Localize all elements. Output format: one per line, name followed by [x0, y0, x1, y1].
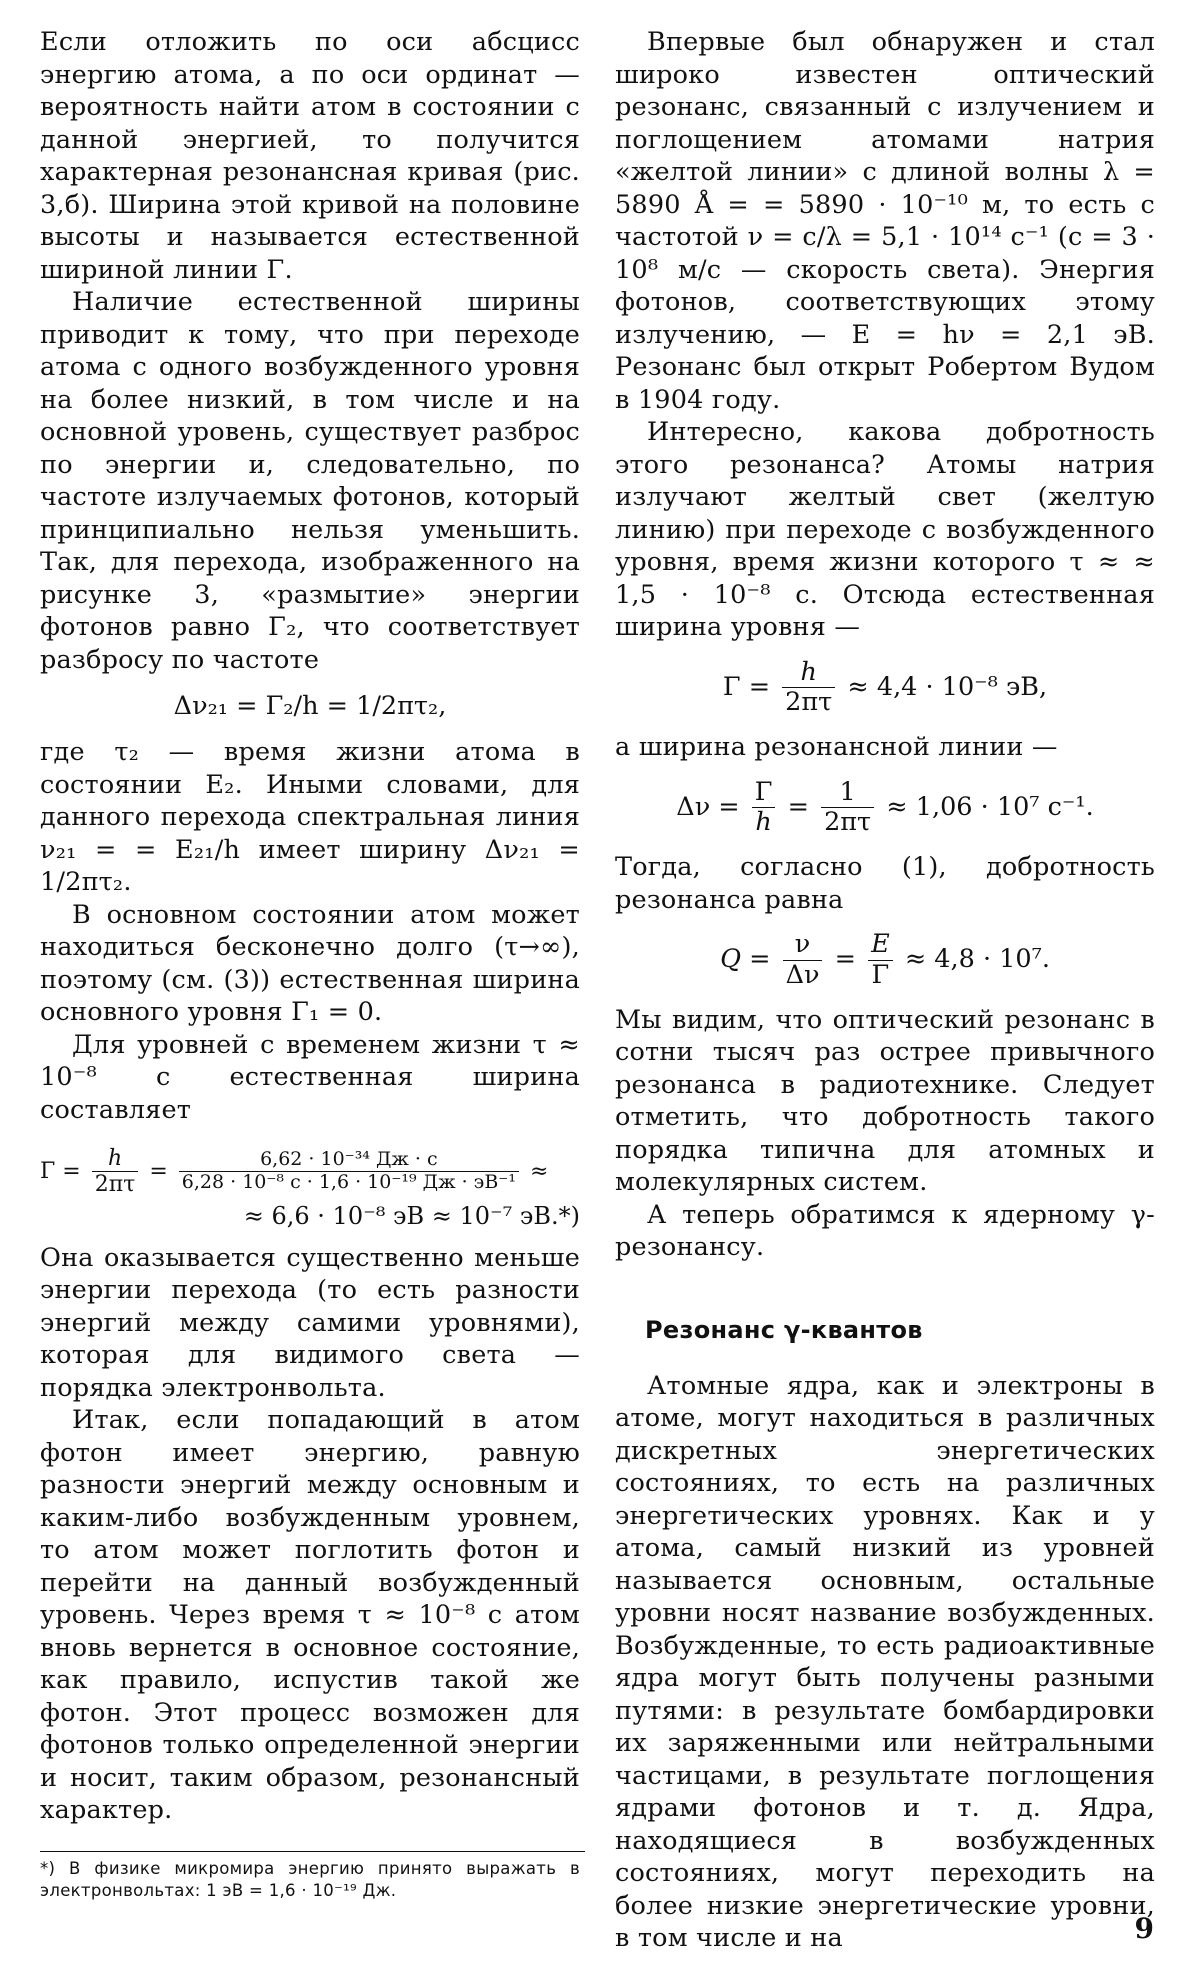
formula-level-width	[615, 658, 1155, 718]
denominator: Γ	[871, 959, 890, 990]
paragraph: В основном состоянии атом может находиться бесконечно долго (τ→∞), поэтому (см. (3)) естественная ширина основного уровня Γ₁ = 0.	[40, 899, 580, 1027]
paragraph: Итак, если попадающий в атом фотон имеет энергию, равную разности энергий между основным и каким-либо возбужденным уровнем, то атом может поглотить фотон и перейти на данный возбужденный уровень. Через время τ ≈ 10⁻⁸ с атом вновь вернется в основное состояние, как правило, испустив такой же фотон. Этот процесс возможен для фотонов только определенной энергии и носит, таким образом, резонансный характер.	[40, 1405, 580, 1826]
numerator: 6,62 · 10⁻³⁴ Дж · с	[179, 1149, 519, 1172]
paragraph: Тогда, согласно (1), добротность резонанса равна	[615, 852, 1155, 915]
fraction	[179, 1149, 519, 1194]
left-column	[40, 26, 580, 1902]
footnote: *) В физике микромира энергию принято выражать в электронвольтах: 1 эВ = 1,6 · 10⁻¹⁹ Дж.	[40, 1858, 580, 1900]
formula-line-width	[615, 778, 1155, 838]
formula-rhs: ≈ 4,4 · 10⁻⁸ эВ,	[847, 671, 1048, 702]
denominator: 2πτ	[824, 806, 872, 837]
fraction	[783, 930, 823, 990]
paragraph: где τ₂ — время жизни атома в состоянии E₂. Иными словами, для данного перехода спектральная линия ν₂₁ = = E₂₁/h имеет ширину Δν₂₁ = 1/2πτ₂.	[40, 737, 580, 897]
formula-natural-width	[40, 1146, 580, 1198]
fraction	[92, 1146, 139, 1198]
denominator: h	[755, 806, 772, 837]
fraction	[821, 778, 874, 838]
numerator: E	[868, 930, 893, 960]
formula-lhs: Q =	[720, 944, 771, 975]
formula-lhs: Γ =	[40, 1158, 81, 1184]
approx-sign: ≈	[529, 1158, 549, 1184]
fraction	[752, 778, 776, 838]
section-heading: Резонанс γ-квантов	[645, 1315, 923, 1344]
formula-quality-factor	[615, 930, 1155, 990]
numerator: ν	[783, 930, 823, 960]
page-number: 9	[1134, 1912, 1154, 1945]
numerator: h	[782, 658, 835, 688]
paragraph: Она оказывается существенно меньше энергии перехода (то есть разности энергий между самими уровнями), которая для видимого света — порядка электронвольта.	[40, 1242, 580, 1403]
equals-sign: =	[834, 944, 856, 975]
formula-lhs: Γ =	[722, 671, 771, 702]
denominator: 2πτ	[785, 686, 833, 717]
formula-frequency-spread: Δν₂₁ = Γ₂/h = 1/2πτ₂,	[173, 691, 447, 721]
denominator: Δν	[785, 959, 820, 990]
formula-lhs: Δν =	[676, 791, 740, 822]
denominator: 6,28 · 10⁻⁸ с · 1,6 · 10⁻¹⁹ Дж · эВ⁻¹	[181, 1171, 516, 1194]
equals-sign: =	[149, 1158, 168, 1184]
numerator: Γ	[752, 778, 776, 808]
paragraph: Если отложить по оси абсцисс энергию атома, а по оси ординат — вероятность найти атом в состоянии с данной энергией, то получится характерная резонансная кривая (рис. 3,б). Ширина этой кривой на половине высоты и называется естественной шириной линии Γ.	[40, 27, 580, 285]
fraction	[782, 658, 835, 718]
denominator: 2πτ	[94, 1172, 136, 1198]
paragraph: Впервые был обнаружен и стал широко известен оптический резонанс, связанный с излучением и поглощением атомами натрия «желтой линии» с длиной волны λ = 5890 Å = = 5890 · 10⁻¹⁰ м, то есть с частотой ν = c/λ = 5,1 · 10¹⁴ с⁻¹ (c = 3 · 10⁸ м/с — скорость света). Энергия фотонов, соответствующих этому излучению, — E = hν = 2,1 эВ. Резонанс был открыт Робертом Вудом в 1904 году.	[615, 27, 1155, 415]
numerator: h	[92, 1146, 139, 1172]
formula-continuation: ≈ 6,6 · 10⁻⁸ эВ ≈ 10⁻⁷ эВ.*)	[243, 1201, 580, 1230]
numerator: 1	[821, 778, 874, 808]
fraction	[868, 930, 893, 990]
paragraph: Для уровней с временем жизни τ ≈ 10⁻⁸ с естественная ширина составляет	[40, 1029, 580, 1125]
right-column	[615, 26, 1155, 1955]
paragraph: а ширина резонансной линии —	[615, 732, 1058, 763]
paragraph: Интересно, какова добротность этого резонанса? Атомы натрия излучают желтый свет (желтую линию) при переходе с возбужденного уровня, время жизни которого τ ≈ ≈ 1,5 · 10⁻⁸ с. Отсюда естественная ширина уровня —	[615, 417, 1155, 642]
paragraph: А теперь обратимся к ядерному γ-резонансу.	[615, 1199, 1155, 1263]
formula-rhs: ≈ 1,06 · 10⁷ с⁻¹.	[886, 791, 1094, 822]
paragraph: Мы видим, что оптический резонанс в сотни тысяч раз острее привычного резонанса в радиотехнике. Следует отметить, что добротность такого порядка типична для атомных и молекулярных систем.	[615, 1004, 1155, 1198]
paragraph: Наличие естественной ширины приводит к тому, что при переходе атома с одного возбужденного уровня на более низкий, в том числе и на основной уровень, существует разброс по энергии и, следовательно, по частоте излучаемых фотонов, который принципиально нельзя уменьшить. Так, для перехода, изображенного на рисунке 3, «размытие» энергии фотонов равно Γ₂, что соответствует разбросу по частоте	[40, 287, 580, 675]
formula-rhs: ≈ 4,8 · 10⁷.	[904, 944, 1050, 975]
footnote-divider	[40, 1851, 585, 1852]
equals-sign: =	[787, 791, 809, 822]
paragraph: Атомные ядра, как и электроны в атоме, могут находиться в различных дискретных энергетических состояниях, то есть на различных энергетических уровнях. Как и у атома, самый низкий из уровней называется основным, остальные уровни носят название возбужденных. Возбужденные, то есть радиоактивные ядра могут быть получены разными путями: в результате бомбардировки их заряженными или нейтральными частицами, в результате поглощения ядрами фотонов и т. д. Ядра, находящиеся в возбужденных состояниях, могут переходить на более низкие энергетические уровни, в том числе и на	[615, 1370, 1155, 1954]
